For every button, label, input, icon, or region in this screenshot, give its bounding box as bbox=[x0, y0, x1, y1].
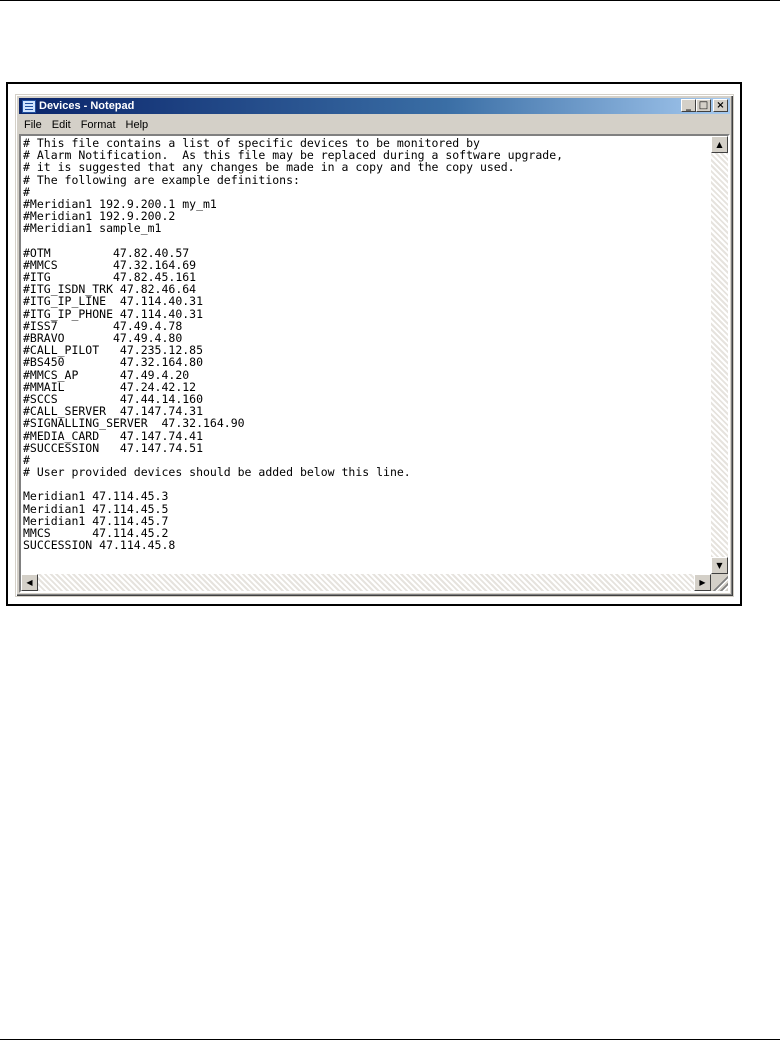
vertical-scrollbar[interactable] bbox=[711, 136, 728, 574]
editor-line: #SUCCESSION 47.147.74.51 bbox=[23, 440, 204, 455]
scroll-left-icon[interactable]: ◀ bbox=[21, 574, 38, 591]
editor-line: #BS450 47.32.164.80 bbox=[23, 355, 204, 370]
scroll-right-icon[interactable]: ▶ bbox=[694, 574, 711, 591]
title-bar[interactable] bbox=[19, 98, 730, 114]
editor-line: Meridian1 47.114.45.7 bbox=[23, 513, 169, 528]
caption-buttons bbox=[681, 99, 728, 112]
menu-bar bbox=[19, 116, 153, 133]
editor-line: #SIGNALLING_SERVER 47.32.164.90 bbox=[23, 416, 245, 431]
editor-text-content[interactable] bbox=[23, 137, 710, 573]
editor-line: #MMCS 47.32.164.69 bbox=[23, 257, 197, 272]
menu-edit[interactable]: Edit bbox=[51, 118, 71, 131]
editor-line: #ITG_IP_PHONE 47.114.40.31 bbox=[23, 306, 204, 321]
editor-line: # The following are example definitions: bbox=[23, 172, 300, 187]
editor-line: Meridian1 47.114.45.5 bbox=[23, 501, 169, 516]
editor-line: #ITG_IP_LINE 47.114.40.31 bbox=[23, 294, 204, 309]
editor-line: #BRAVO 47.49.4.80 bbox=[23, 331, 183, 345]
minimize-button[interactable]: _ bbox=[681, 99, 696, 112]
figure-frame bbox=[6, 82, 742, 606]
editor-line: #MMAIL 47.24.42.12 bbox=[23, 379, 197, 394]
scroll-up-icon[interactable]: ▲ bbox=[711, 136, 728, 153]
close-button[interactable]: × bbox=[713, 99, 728, 112]
editor-line: #SCCS 47.44.14.160 bbox=[23, 391, 204, 406]
editor-line: #OTM 47.82.40.57 bbox=[23, 245, 190, 260]
maximize-button[interactable]: □ bbox=[696, 99, 711, 112]
editor-line: # This file contains a list of specific devices to be monitored by bbox=[23, 137, 480, 150]
window-title: Devices - Notepad bbox=[39, 100, 135, 112]
text-editor[interactable] bbox=[19, 134, 730, 593]
editor-line: #MMCS_AP 47.49.4.20 bbox=[23, 367, 190, 382]
horizontal-scrollbar[interactable] bbox=[21, 574, 711, 591]
editor-line: Meridian1 47.114.45.3 bbox=[23, 489, 169, 504]
scroll-down-icon[interactable]: ▼ bbox=[711, 557, 728, 574]
editor-line: #Meridian1 192.9.200.1 my_m1 bbox=[23, 196, 217, 211]
menu-help[interactable]: Help bbox=[125, 118, 149, 131]
editor-line: # Alarm Notification. As this file may be replaced during a software upgrade, bbox=[23, 148, 564, 163]
editor-line: # bbox=[23, 452, 30, 467]
editor-line bbox=[23, 235, 710, 247]
resize-grip-icon[interactable] bbox=[711, 574, 728, 591]
notepad-app-icon[interactable] bbox=[22, 100, 36, 113]
page-bottom-rule bbox=[0, 1039, 780, 1040]
page-top-rule bbox=[0, 0, 780, 1]
editor-line: # User provided devices should be added below this line. bbox=[23, 465, 411, 480]
editor-line: #CALL_PILOT 47.235.12.85 bbox=[23, 343, 204, 358]
editor-line: #ITG_ISDN_TRK 47.82.46.64 bbox=[23, 282, 197, 297]
editor-line: MMCS 47.114.45.2 bbox=[23, 526, 169, 540]
notepad-window bbox=[15, 94, 734, 597]
menu-file[interactable]: File bbox=[24, 118, 42, 131]
editor-line: #ITG 47.82.45.161 bbox=[23, 270, 197, 285]
menu-format[interactable]: Format bbox=[80, 118, 116, 131]
editor-line: SUCCESSION 47.114.45.8 bbox=[23, 538, 176, 553]
editor-line: # it is suggested that any changes be made in a copy and the copy used. bbox=[23, 160, 515, 175]
editor-line: #Meridian1 sample_m1 bbox=[23, 221, 162, 236]
editor-line: #CALL_SERVER 47.147.74.31 bbox=[23, 404, 204, 419]
editor-line: #Meridian1 192.9.200.2 bbox=[23, 209, 176, 224]
editor-line: # bbox=[23, 184, 30, 199]
editor-line: #ISS7 47.49.4.78 bbox=[23, 318, 183, 333]
editor-line: #MEDIA_CARD 47.147.74.41 bbox=[23, 428, 204, 443]
